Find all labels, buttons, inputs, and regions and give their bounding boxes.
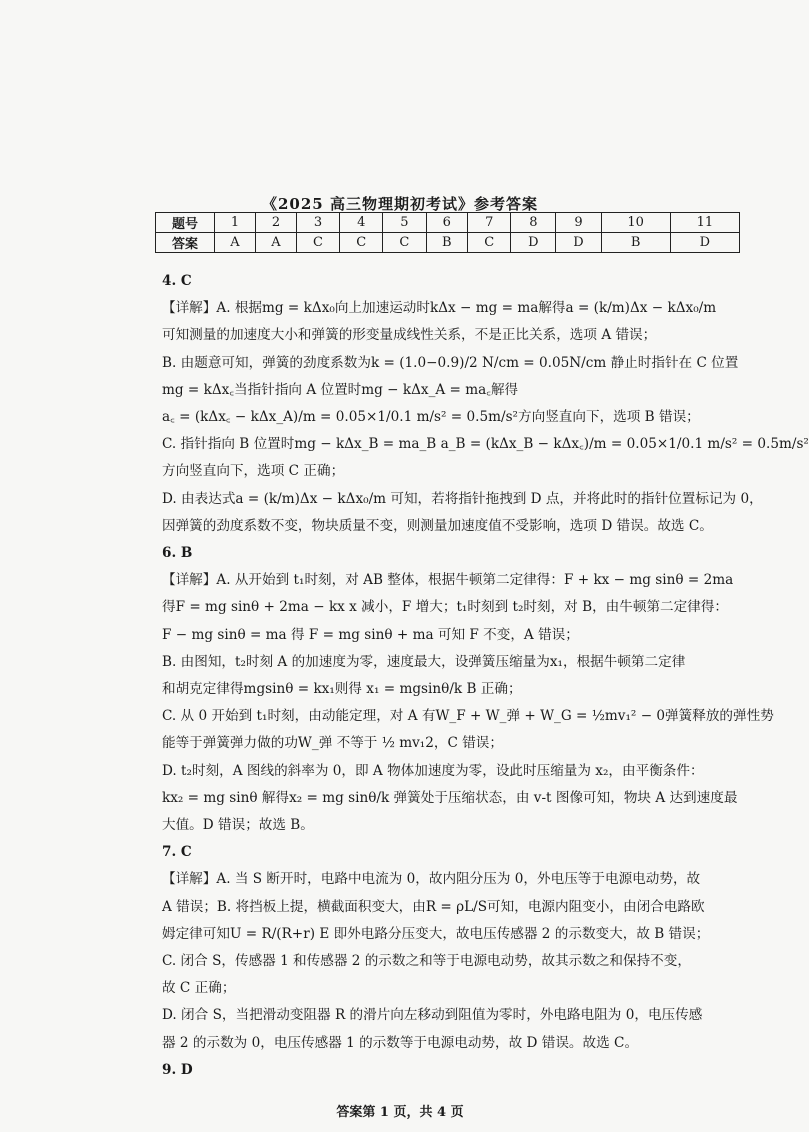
page-title: 《2025 高三物理期初考试》参考答案 [262,195,538,213]
text-line: B. 由图知，t₂时刻 A 的加速度为零，速度最大，设弹簧压缩量为x₁，根据牛顿第二定律 [162,653,686,670]
text-line: D. 由表达式a = (k/m)Δx − kΔx₀/m 可知，若将指针拖拽到 D 点，并将此时的指针位置标记为 0， [162,490,763,507]
question-number: 2 [255,213,296,233]
answer-cell: D [556,233,601,253]
text-line: D. 闭合 S，当把滑动变阻器 R 的滑片向左移动到阻值为零时，外电路电阻为 0，电压传感 [162,1007,703,1024]
question-number: 10 [601,213,670,233]
answer-cell: D [511,233,556,253]
text-line: mg = kΔx꜀当指针指向 A 位置时mg − kΔx_A = ma꜀解得 [162,381,519,398]
answer-row [156,233,740,253]
text-line: 【详解】A. 当 S 断开时，电路中电流为 0，故内阻分压为 0，外电压等于电源电动势，故 [162,871,701,888]
row-label: 题号 [156,213,215,233]
text-line: A 错误；B. 将挡板上提，横截面积变大，由R = ρL/S可知，电源内阻变小，由闭合电路欧 [162,898,705,915]
text-line: 能等于弹簧弹力做的功W_弹 不等于 ½ mv₁2，C 错误； [162,735,503,752]
text-line: 因弹簧的劲度系数不变，物块质量不变，则测量加速度值不受影响，选项 D 错误。故选 C。 [162,517,713,534]
question-heading: 4. C [162,273,192,289]
question-number: 7 [468,213,511,233]
answer-cell: A [215,233,256,253]
answer-cell: B [601,233,670,253]
text-line: 可知测量的加速度大小和弹簧的形变量成线性关系，不是正比关系，选项 A 错误； [162,327,657,344]
text-line: 【详解】A. 根据mg = kΔx₀向上加速运动时kΔx − mg = ma解得a = (k/m)Δx − kΔx₀/m [162,300,717,317]
text-line: C. 从 0 开始到 t₁时刻，由动能定理，对 A 有W_F + W_弹 + W_G = ½mv₁² − 0弹簧释放的弹性势 [162,708,774,725]
question-heading: 9. D [162,1061,193,1078]
page-footer: 答案第 1 页，共 4 页 [336,1105,464,1120]
text-line: 和胡克定律得mgsinθ = kx₁则得 x₁ = mgsinθ/k B 正确； [162,681,522,698]
question-number: 11 [670,213,739,233]
question-heading: 7. C [162,844,192,861]
text-line: 姆定律可知U = R/(R+r) E 即外电路分压变大，故电压传感器 2 的示数变大，故 B 错误； [162,925,710,942]
question-heading: 6. B [162,545,193,562]
answer-cell: C [296,233,339,253]
answer-cell: C [383,233,426,253]
text-line: C. 闭合 S，传感器 1 和传感器 2 的示数之和等于电源电动势，故其示数之和保持不变， [162,953,691,970]
answer-cell: C [468,233,511,253]
text-line: 器 2 的示数为 0，电压传感器 1 的示数等于电源电动势，故 D 错误。故选 C。 [162,1034,639,1051]
question-number: 4 [340,213,383,233]
question-number: 6 [426,213,468,233]
question-number: 8 [511,213,556,233]
text-line: 【详解】A. 从开始到 t₁时刻，对 AB 整体，根据牛顿第二定律得：F + kx − mg sinθ = 2ma [162,572,734,589]
text-line: 得F = mg sinθ + 2ma − kx x 减小，F 增大；t₁时刻到 t₂时刻，对 B，由牛顿第二定律得： [162,599,729,616]
answer-cell: B [426,233,468,253]
question-number: 3 [296,213,339,233]
question-number: 5 [383,213,426,233]
text-line: 故 C 正确； [162,980,236,997]
text-line: 方向竖直向下，选项 C 正确； [162,463,345,480]
solution-text [162,268,809,1084]
answer-cell: C [340,233,383,253]
text-line: B. 由题意可知，弹簧的劲度系数为k = (1.0−0.9)/2 N/cm = 0.05N/cm 静止时指针在 C 位置 [162,354,739,371]
answer-cell: D [670,233,739,253]
answer-cell: A [255,233,296,253]
question-number-row [156,213,740,233]
text-line: F − mg sinθ = ma 得 F = mg sinθ + ma 可知 F 不变，A 错误； [162,626,579,643]
row-label: 答案 [156,233,215,253]
text-line: a꜀ = (kΔx꜀ − kΔx_A)/m = 0.05×1/0.1 m/s² = 0.5m/s²方向竖直向下，选项 B 错误； [162,409,700,426]
text-line: D. t₂时刻，A 图线的斜率为 0，即 A 物体加速度为零，设此时压缩量为 x₂，由平衡条件： [162,762,704,779]
text-line: kx₂ = mg sinθ 解得x₂ = mg sinθ/k 弹簧处于压缩状态，由 v-t 图像可知，物块 A 达到速度最 [162,789,738,806]
question-number: 9 [556,213,601,233]
question-number: 1 [215,213,256,233]
text-line: 大值。D 错误；故选 B。 [162,817,314,834]
text-line: C. 指针指向 B 位置时mg − kΔx_B = ma_B a_B = (kΔx_B − kΔx꜀)/m = 0.05×1/0.1 m/s² = 0.5m/s² [162,436,809,453]
answer-table [155,212,740,253]
